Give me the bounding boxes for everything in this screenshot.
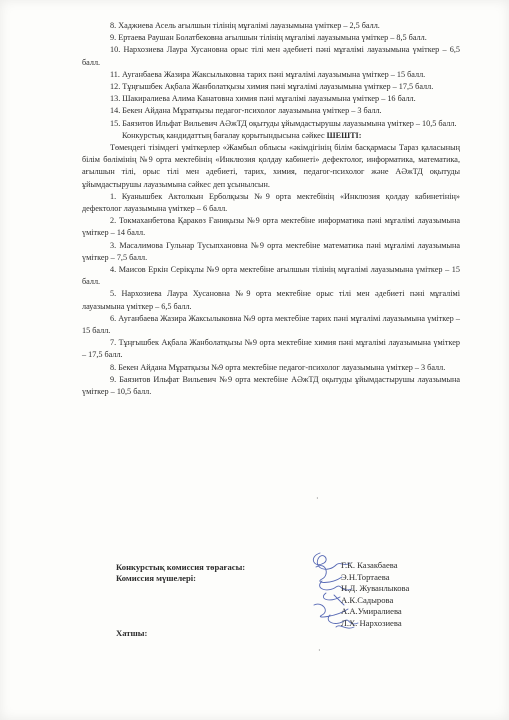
list-item: 14. Бекен Айдана Мұратқызы педагог-психолог лауазымына үміткер – 3 балл.: [110, 106, 382, 116]
commission-names: [341, 560, 409, 630]
list-item: 8. Бекен Айдана Мұратқызы №9 орта мектебіне педагог-психолог лауазымына үміткер – 3 балл.: [110, 362, 446, 372]
commission-member: А.А.Умиралиева: [341, 606, 402, 617]
list-item: 15. Баязитов Ильфат Вильевич АӘжТД оқытуды ұйымдастырушы лауазымына үміткер – 10,5 балл.: [110, 118, 457, 128]
list-item: 11. Ауганбаева Жазира Жаксылыковна тарих пәні мұғалімі лауазымына үміткер – 15 балл.: [110, 69, 426, 79]
signature-labels: [116, 562, 245, 639]
list-item: 10. Нархозиева Лаура Хусановна орыс тілі мен әдебиеті пәні мұғалімі лауазымына үміткер – 6,5 балл.: [82, 45, 460, 67]
list-item: 6. Ауганбаева Жазира Жаксылыковна №9 орта мектебіне тарих пәні мұғалімі лауазымына үміткер – 15 балл.: [82, 313, 460, 336]
chair-label: Конкурстық комиссия төрағасы:: [116, 562, 246, 572]
commission-member: А.К.Садырова: [341, 594, 394, 605]
commission-member: Г.К. Казакбаева: [341, 560, 398, 570]
secretary-label: Хатшы:: [116, 628, 148, 638]
decision-word: ШЕШТІ:: [326, 130, 362, 140]
commission-member: Л.Х. Нархозиева: [341, 617, 402, 628]
bottom-candidate-list: [82, 191, 460, 398]
commission-member: Э.Н.Тортаева: [341, 571, 390, 582]
list-item: 2. Токмаханбетова Қаракөз Ғаниқызы №9 орта мектебіне информатика пәні мұғалімі лауазымына үміткер – 14 балл.: [82, 216, 460, 238]
list-item: 9. Баязитов Ильфат Вильевич №9 орта мектебіне АӘжТД оқытуды ұйымдастырушы лауазымына үміткер – 10,5 балл.: [82, 374, 460, 397]
list-item: 4. Маисов Еркін Серікұлы №9 орта мектебіне ағылшын тілінің мұғалімі лауазымына үміткер – 15 балл.: [82, 265, 460, 287]
decision-intro: Конкурстық кандидаттың бағалау қорытындысына сәйкес: [122, 130, 325, 140]
scan-mark: ·: [318, 646, 321, 655]
list-item: 1. Куанышбек Актолкын Ерболқызы №9 орта мектебінің «Инклюзия қолдау кабинетінің» дефектолог лауазымына үміткер – 6 балл.: [82, 191, 460, 214]
commission-member: Н.Д. Жуванлыкова: [341, 583, 410, 594]
list-item: 12. Тұңғышбек Ақбала Жанболатқызы химия пәні мұғалімі лауазымына үміткер – 17,5 балл.: [110, 82, 434, 92]
top-candidate-list: [82, 20, 460, 130]
decision-heading: [82, 130, 460, 142]
list-item: 5. Нархозиева Лаура Хусановна №9 орта мектебіне орыс тілі мен әдебиеті пәні мұғалімі лауазымына үміткер – 6,5 балл.: [82, 289, 460, 311]
decision-text: Төмендегі тізімдегі үміткерлер «Жамбыл облысы «әкімдігінің білім басқармасы Тараз қаласының білім бөлімінің №9 орта мектебінің «Инклюзия қолдау кабинеті» дефектолог, информатика, математика, ағылшын тілі, орыс тілі мен әдебиеті, тарих, химия, педагог-психолог және АӘжТД оқытуды ұйымдастырушы лауазымына сәйкес деп ұсынылсын.: [82, 143, 460, 189]
list-item: 3. Масалимова Гульнар Тусыпхановна №9 орта мектебіне математика пәні мұғалімі лауазымына үміткер – 7,5 балл.: [82, 240, 460, 262]
list-item: 7. Тұңғышбек Ақбала Жанболатқызы №9 орта мектебіне химия пәні мұғалімі лауазымына үміткер – 17,5 балл.: [82, 338, 460, 360]
list-item: 9. Ертаева Раушан Болатбековна ағылшын тілінің мұғалімі лауазымына үміткер – 8,5 балл.: [110, 33, 427, 43]
list-item: 8. Хаджиева Асель ағылшын тілінің мұғалімі лауазымына үміткер – 2,5 балл.: [110, 21, 380, 30]
members-label: Комиссия мүшелері:: [116, 573, 197, 583]
list-item: 13. Шакиралиева Алима Канатовна химия пәні мұғалімі лауазымына үміткер – 16 балл.: [110, 94, 416, 104]
document-body: [82, 20, 460, 398]
scan-mark: ·: [316, 494, 319, 503]
